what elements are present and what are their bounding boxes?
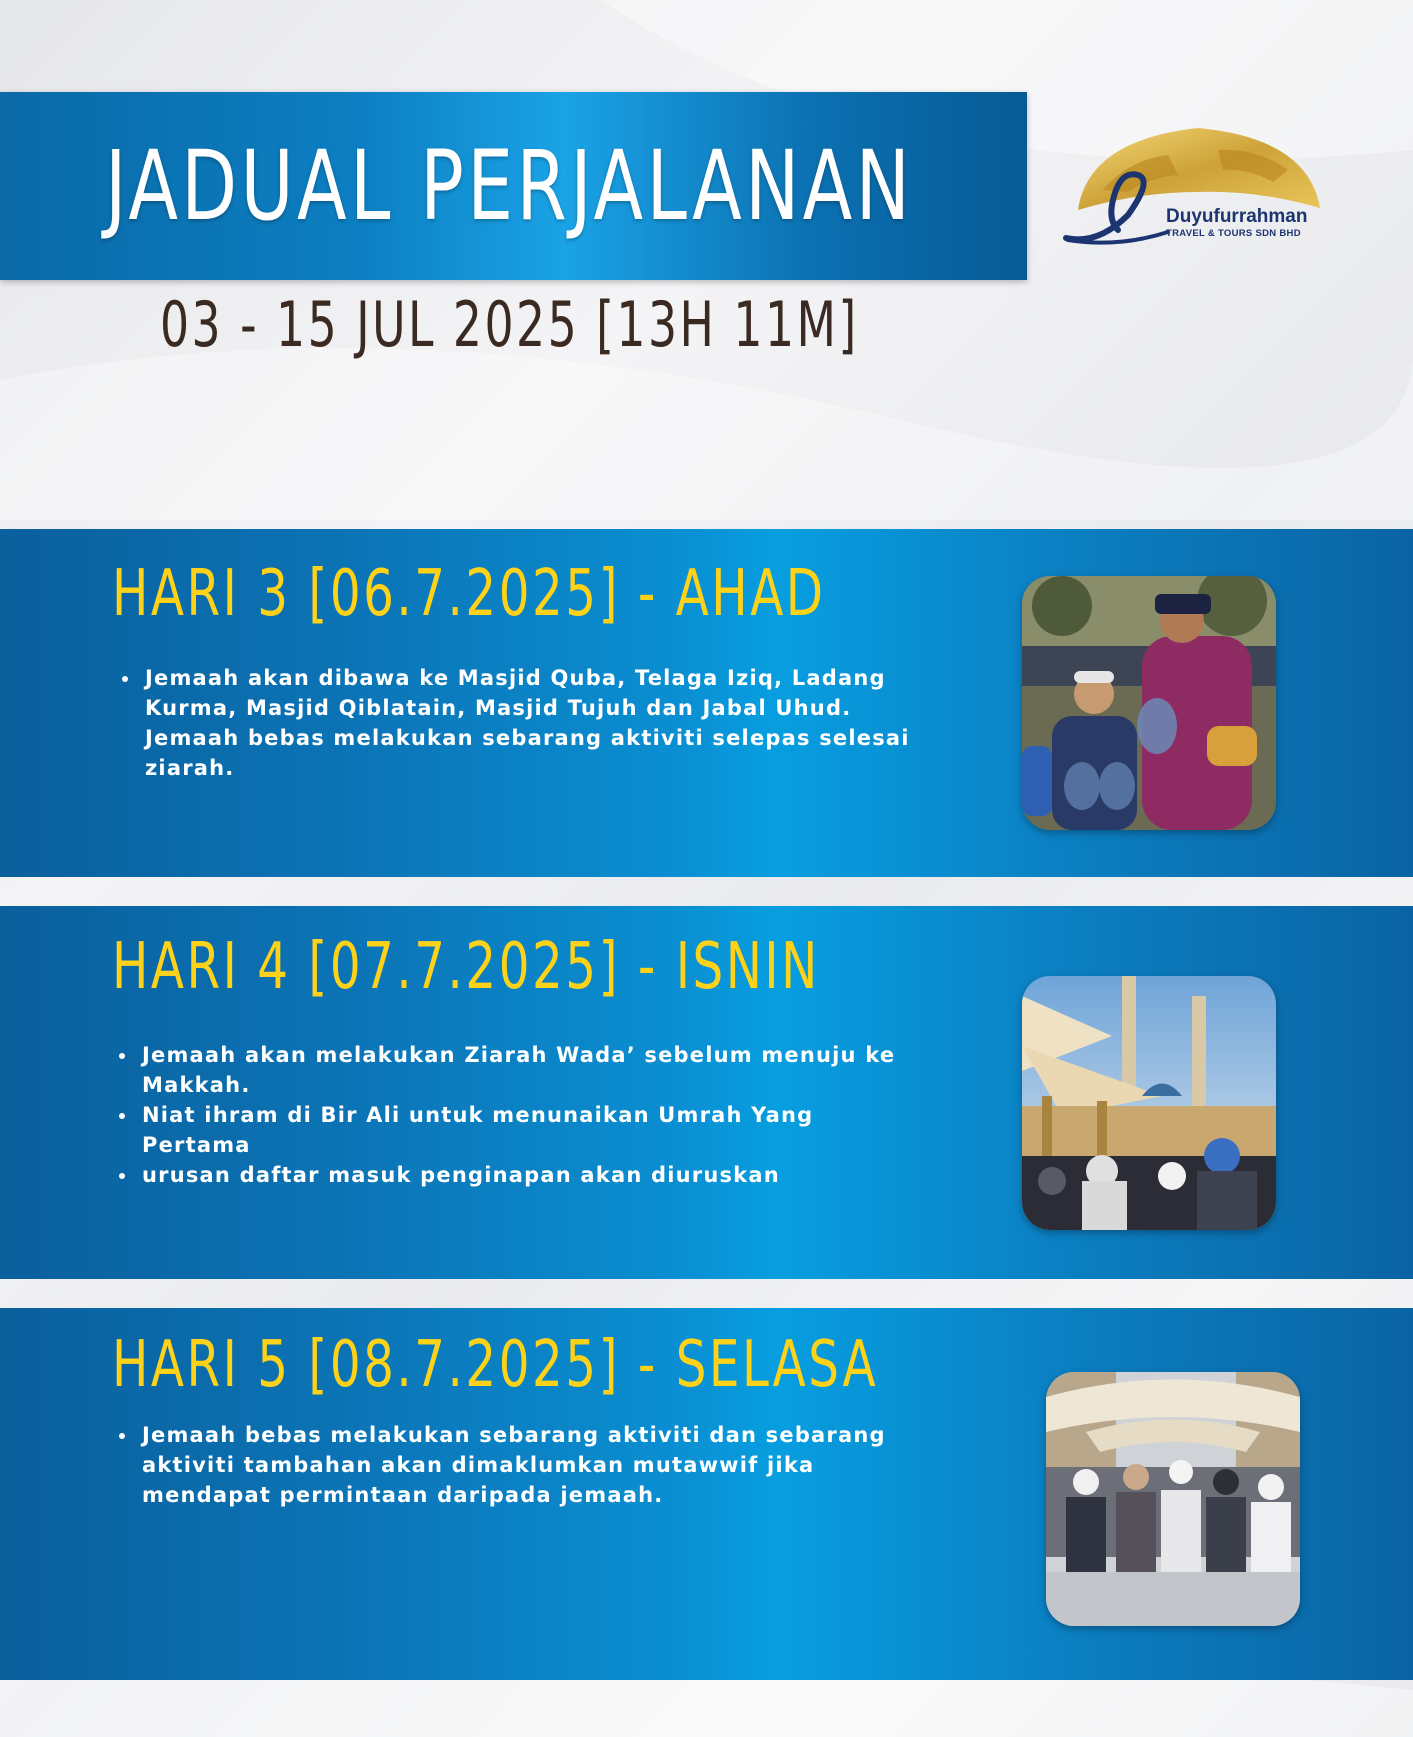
day-heading: HARI 4 [07.7.2025] - ISNIN: [112, 930, 820, 1004]
company-logo: [1058, 120, 1348, 260]
photo-pilgrims-courtyard: [1046, 1372, 1300, 1626]
day-heading: HARI 5 [08.7.2025] - SELASA: [112, 1328, 879, 1402]
day-panel-3: [0, 529, 1413, 877]
day-activities-list: [113, 663, 931, 783]
day-panel-4: [0, 906, 1413, 1279]
list-item: • Jemaah akan melakukan Ziarah Wada’ sebelum menuju ke Makkah.: [138, 1040, 928, 1100]
day-panel-5: [0, 1308, 1413, 1680]
logo-subtitle: TRAVEL & TOURS SDN BHD: [1166, 228, 1301, 239]
list-item: • Jemaah bebas melakukan sebarang aktiviti dan sebarang aktiviti tambahan akan dimaklumkan mutawwif jika mendapat permintaan daripada jemaah.: [138, 1420, 928, 1510]
day-heading: HARI 3 [06.7.2025] - AHAD: [112, 557, 826, 631]
globe-icon: [1058, 120, 1348, 260]
list-item: • Niat ihram di Bir Ali untuk menunaikan Umrah Yang Pertama: [138, 1100, 928, 1160]
day-activities-list: [110, 1420, 928, 1510]
list-item: • Jemaah akan dibawa ke Masjid Quba, Telaga Iziq, Ladang Kurma, Masjid Qiblatain, Masjid Tujuh dan Jabal Uhud. Jemaah bebas melakukan sebarang aktiviti selepas selesai ziarah.: [141, 663, 931, 783]
photo-mosque-umbrellas: [1022, 976, 1276, 1230]
photo-pilgrims-dates: [1022, 576, 1276, 830]
page-title: JADUAL PERJALANAN: [105, 130, 914, 242]
list-item: • urusan daftar masuk penginapan akan diuruskan: [138, 1160, 928, 1190]
title-banner: [0, 92, 1027, 280]
day-activities-list: [110, 1040, 928, 1190]
date-range: 03 - 15 JUL 2025 [13H 11M]: [160, 288, 859, 361]
logo-name: Duyufurrahman: [1166, 206, 1308, 227]
